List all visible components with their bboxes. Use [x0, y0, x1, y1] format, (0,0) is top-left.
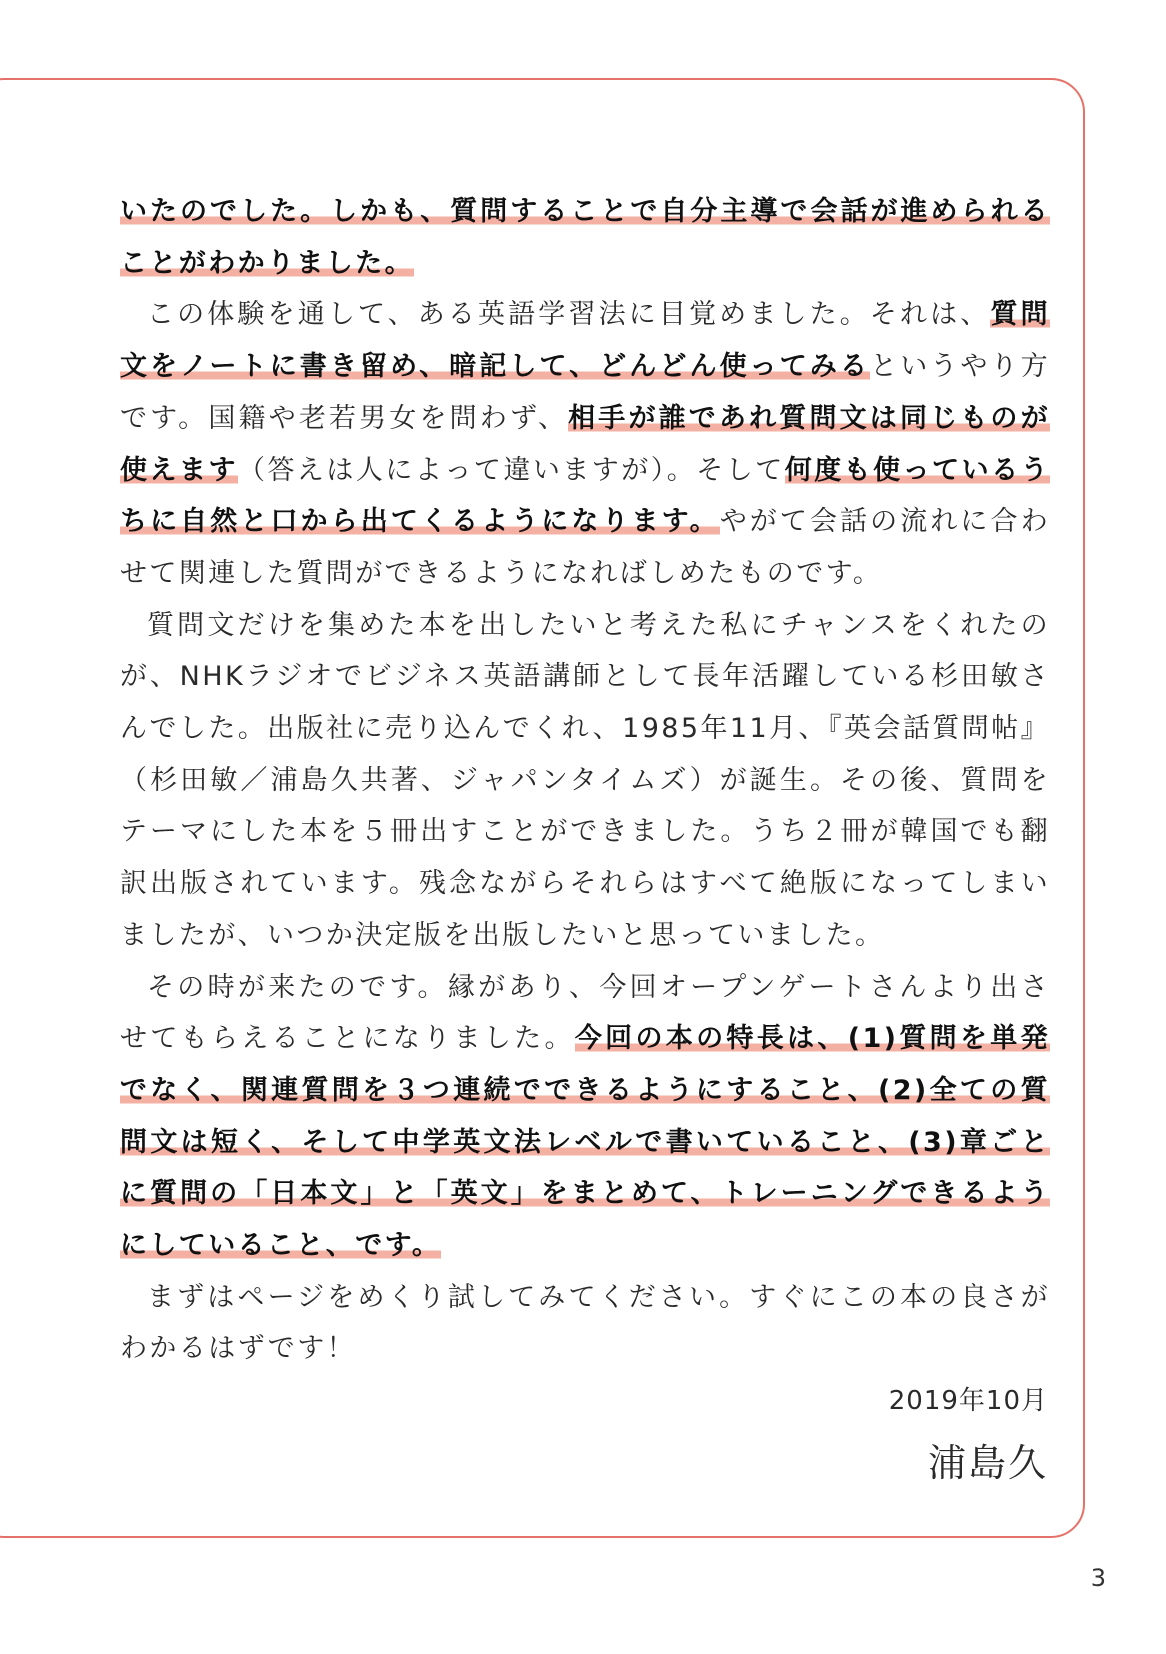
page-number: 3: [1090, 1564, 1106, 1592]
body-text-segment: やがて会話の流れに合わせて関連した質問ができるようになればしめたものです。: [120, 506, 1051, 589]
body-text-segment: （答えは人によって違いますが）。そして: [237, 454, 785, 486]
body-text-segment: 質問文だけを集めた本を出したいと考えた私にチャンスをくれたのが、NHKラジオでビジネス英語講師として長年活躍している杉田敏さんでした。出版社に売り込んでくれ、1985年11月、『英会話質問帖』（杉田敏／浦島久共著、ジャパンタイムズ）が誕生。その後、質問をテーマにした本を５冊出すことができました。うち２冊が韓国でも翻訳出版されています。残念ながらそれらはすべて絶版になってしまいましたが、いつか決定版を出版したいと思っていました。: [120, 609, 1050, 951]
highlighted-text: 何度も使っているうちに自然と口から出てくるようになります。: [120, 454, 1050, 538]
paragraph: [120, 1272, 1050, 1375]
highlighted-text: 今回の本の特長は、(1)質問を単発でなく、関連質問を３つ連続でできるようにすること、(2)全ての質問文は短く、そして中学英文法レベルで書いていること、(3)章ごとに質問の「日本文」と「英文」をまとめて、トレーニングできるようにしていること、です。: [120, 1023, 1050, 1262]
highlighted-text: 質問文をノートに書き留め、暗記して、どんどん使ってみる: [120, 299, 1050, 383]
paragraph: [120, 289, 1050, 599]
signature-date: 2019年10月: [888, 1386, 1048, 1416]
body-text-segment: その時が来たのです。縁があり、今回オープンゲートさんより出させてもらえることになりました。: [120, 971, 1050, 1055]
body-text-segment: この体験を通して、ある英語学習法に目覚めました。それは、: [147, 299, 991, 331]
body-text-segment: というやり方です。国籍や老若男女を問わず、: [120, 351, 1050, 434]
highlighted-text: 相手が誰であれ質問文は同じものが使えます: [120, 402, 1050, 486]
paragraph: [120, 962, 1050, 1272]
paragraph: [120, 186, 1050, 289]
paragraph: [120, 600, 1050, 962]
highlighted-text: いたのでした。しかも、質問することで自分主導で会話が進められることがわかりました。: [120, 196, 1050, 279]
signature-author: 浦島久: [927, 1441, 1048, 1485]
body-text-segment: まずはページをめくり試してみてください。すぐにこの本の良さがわかるはずです！: [120, 1281, 1050, 1365]
body-text: [120, 186, 1050, 1375]
